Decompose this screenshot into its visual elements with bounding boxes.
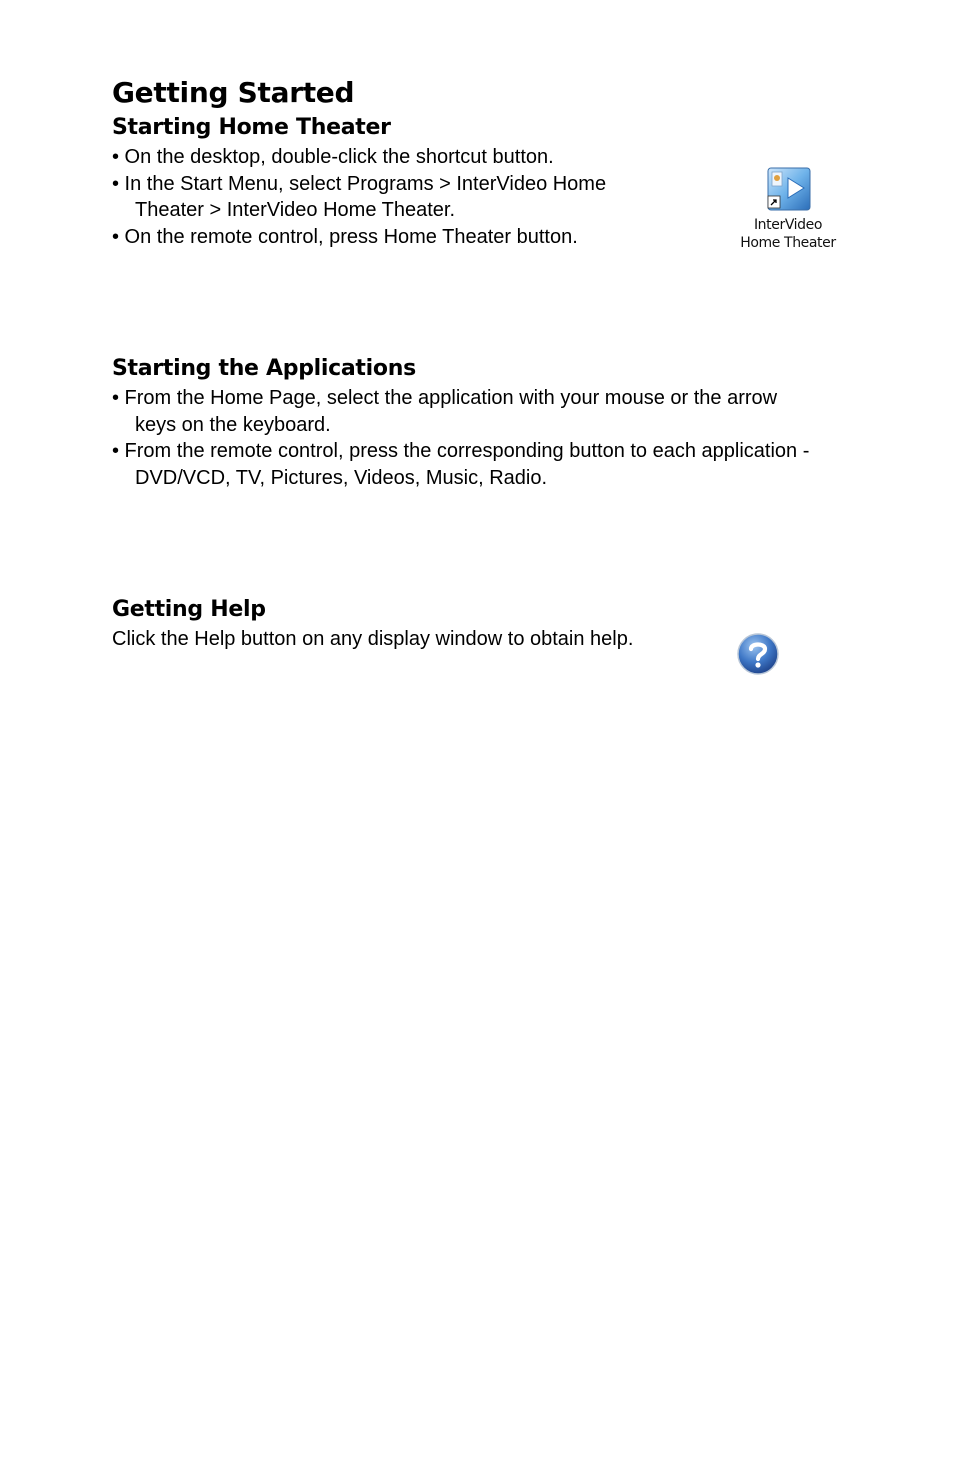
bullet-remote: • On the remote control, press Home Theater button. bbox=[112, 226, 578, 248]
bullet-start-menu-cont: Theater > InterVideo Home Theater. bbox=[135, 199, 456, 221]
help-text: Click the Help button on any display window to obtain help. bbox=[112, 628, 634, 650]
bullet-remote-apps-cont: DVD/VCD, TV, Pictures, Videos, Music, Radio. bbox=[135, 467, 548, 489]
help-icon[interactable] bbox=[736, 632, 780, 676]
section-heading-starting-applications: Starting the Applications bbox=[112, 356, 416, 381]
section-heading-getting-help: Getting Help bbox=[112, 597, 266, 622]
section-heading-starting-home-theater: Starting Home Theater bbox=[112, 115, 391, 140]
icon-caption-line1: InterVideo bbox=[753, 217, 823, 233]
intervideo-home-theater-icon bbox=[766, 166, 812, 212]
bullet-start-menu: • In the Start Menu, select Programs > InterVideo Home bbox=[112, 173, 607, 195]
bullet-home-page: • From the Home Page, select the application with your mouse or the arrow bbox=[112, 387, 778, 409]
icon-caption bbox=[738, 216, 838, 252]
icon-caption-line2: Home Theater bbox=[740, 235, 836, 251]
bullet-remote-apps: • From the remote control, press the corresponding button to each application - bbox=[112, 440, 810, 462]
home-theater-shortcut[interactable] bbox=[738, 166, 838, 256]
bullet-home-page-cont: keys on the keyboard. bbox=[135, 414, 331, 436]
bullet-desktop: • On the desktop, double-click the shortcut button. bbox=[112, 146, 554, 168]
page-title: Getting Started bbox=[112, 76, 355, 109]
